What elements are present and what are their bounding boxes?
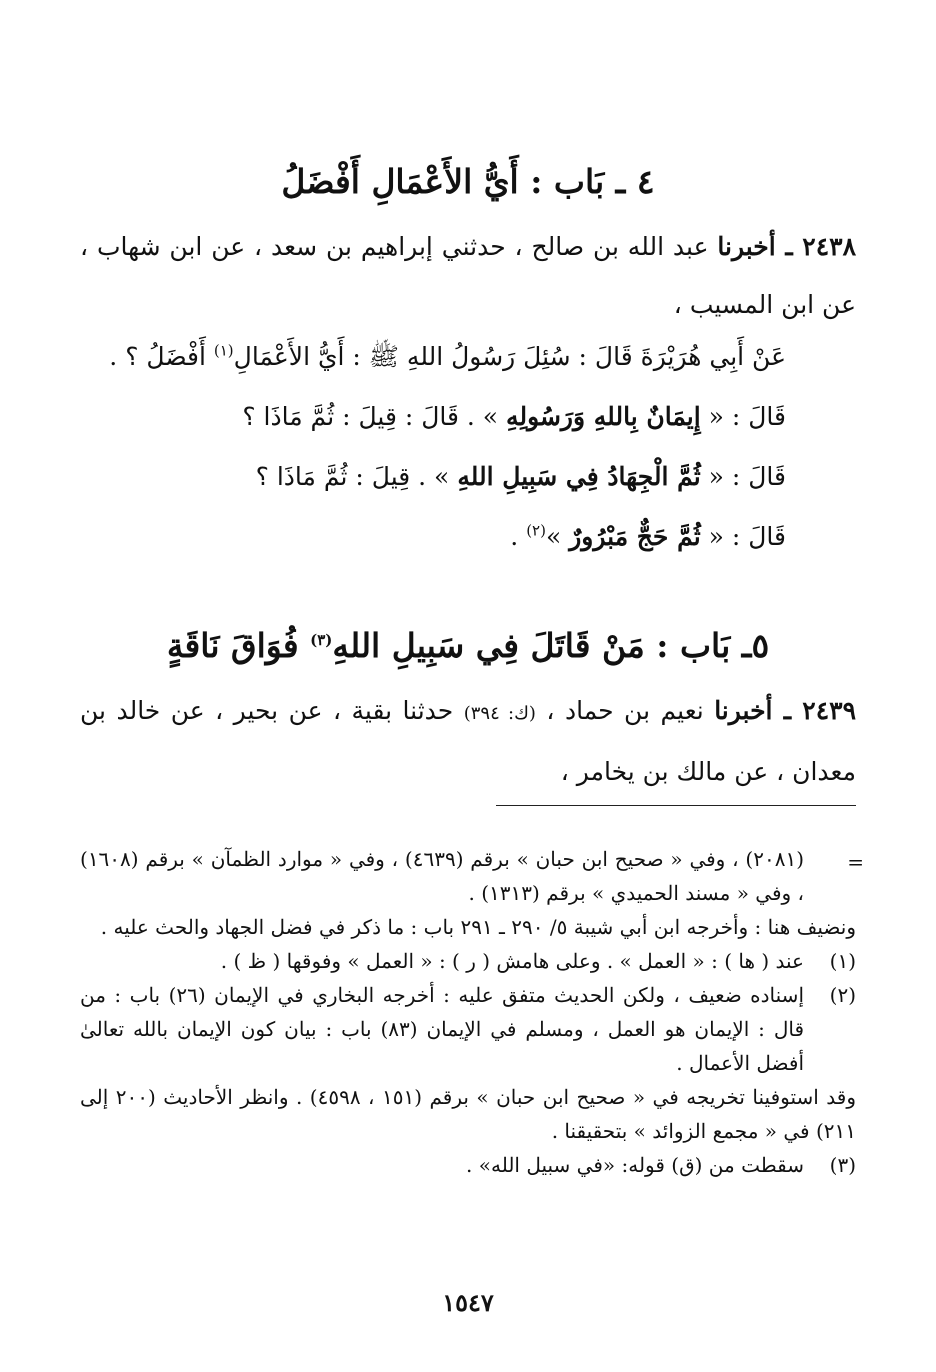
footnote-index: (٢) — [829, 983, 856, 1007]
hadith-number: ٢٤٣٩ — [802, 696, 856, 725]
footnote-text: (٢٠٨١) ، وفي « صحيح ابن حبان » برقم (٤٦٣٩) ، وفي « موارد الظمآن » برقم (١٦٠٨) ، وفي « مسند الحميدي » برقم (١٣١٣) . — [80, 847, 804, 905]
chapter-heading-5 — [80, 624, 856, 668]
footnote-index: (١) — [829, 949, 856, 973]
hadith-isnad: نعيم بن حماد ، — [535, 696, 715, 725]
footnote-ref-2: (٢) — [526, 521, 546, 540]
hadith-isnad: عبد الله بن صالح ، حدثني إبراهيم بن سعد ، عن ابن شهاب ، عن ابن المسيب ، — [80, 232, 856, 319]
footnote-2 — [80, 978, 856, 1080]
hadith-lead: ـ أخبرنا — [717, 232, 803, 261]
footnote-text: عند ( ها ) : « العمل » . وعلى هامش ( ر ) : « العمل » وفوقها ( ظ ) . — [220, 949, 804, 973]
chapter-heading-5-text: فُوَاقَ نَاقَةٍ — [166, 626, 311, 665]
hadith-2438-matn-line-1 — [80, 328, 856, 386]
page-number: ١٥٤٧ — [442, 1288, 494, 1317]
hadith-lead: ـ أخبرنا — [714, 696, 803, 725]
footnote-continued — [80, 842, 856, 910]
prophetic-words: إِيمَانٌ بِاللهِ وَرَسُولِهِ — [506, 402, 701, 431]
chapter-heading-4-text: ٤ ـ بَاب : أَيُّ الأَعْمَالِ أَفْضَلُ — [281, 162, 655, 201]
matn-text: » — [545, 522, 570, 551]
footnote-ref-3: (٣) — [310, 631, 333, 649]
manuscript-reference: (ك: ٣٩٤) — [463, 703, 536, 724]
footnote-text: وقد استوفينا تخريجه في « صحيح ابن حبان » برقم (١٥١ ، ٤٥٩٨) . وانظر الأحاديث (٢٠٠ إلى ٢١١) في « مجمع الزوائد » بتحقيقنا . — [80, 1085, 857, 1143]
footnote-text: ونضيف هنا : وأخرجه ابن أبي شيبة ٥/ ٢٩٠ ـ ٢٩١ باب : ما ذكر في فضل الجهاد والحث عليه . — [100, 915, 856, 939]
chapter-heading-5-text: ٥ـ بَاب : مَنْ قَاتَلَ فِي سَبِيلِ اللهِ — [332, 626, 770, 665]
matn-text: قَالَ : « — [700, 462, 786, 491]
footnote-separator — [496, 805, 856, 806]
prophetic-words: ثُمَّ الْجِهَادُ فِي سَبِيلِ اللهِ — [457, 462, 701, 491]
matn-text: » . قِيلَ : ثُمَّ مَاذَا ؟ — [255, 462, 458, 491]
footnote-1 — [80, 944, 856, 978]
footnote-2-continued — [80, 1080, 856, 1148]
chapter-heading-4 — [80, 160, 856, 204]
matn-text: قَالَ : « — [700, 402, 786, 431]
footnote-continued-addition — [80, 910, 856, 944]
matn-text: عَنْ أَبِي هُرَيْرَةَ قَالَ : سُئِلَ رَسُولُ اللهِ ﷺ : أَيُّ الأَعْمَالِ — [233, 342, 786, 371]
matn-text: قَالَ : « — [700, 522, 786, 551]
hadith-2438-matn-line-4 — [80, 508, 856, 566]
hadith-2438-matn-line-2 — [80, 388, 856, 446]
hadith-2439-isnad — [80, 682, 856, 801]
matn-text: . — [510, 522, 527, 551]
hadith-number: ٢٤٣٨ — [802, 232, 856, 261]
footnote-index: (٣) — [829, 1153, 856, 1177]
matn-text: أَفْضَلُ ؟ . — [109, 342, 214, 371]
footnote-continuation-mark: = — [847, 850, 864, 874]
matn-text: » . قَالَ : قِيلَ : ثُمَّ مَاذَا ؟ — [242, 402, 507, 431]
hadith-isnad: حدثنا بقية ، عن بحير ، عن خالد بن معدان ، عن مالك بن يخامر ، — [80, 696, 856, 786]
hadith-2438-matn-line-3 — [80, 448, 856, 506]
footnote-ref-1: (١) — [213, 341, 234, 360]
hadith-2438-isnad — [80, 218, 856, 334]
footnote-3 — [80, 1148, 856, 1182]
footnotes — [80, 842, 856, 1182]
footnote-text: إسناده ضعيف ، ولكن الحديث متفق عليه : أخرجه البخاري في الإيمان (٢٦) باب : من قال : الإيمان هو العمل ، ومسلم في الإيمان (٨٣) باب : بيان كون الإيمان بالله تعالىٰ أفضل الأعمال . — [80, 983, 804, 1075]
prophetic-words: ثُمَّ حَجٌّ مَبْرُورٌ — [569, 522, 701, 551]
footnote-text: سقطت من (ق) قوله: «في سبيل الله» . — [466, 1153, 804, 1177]
